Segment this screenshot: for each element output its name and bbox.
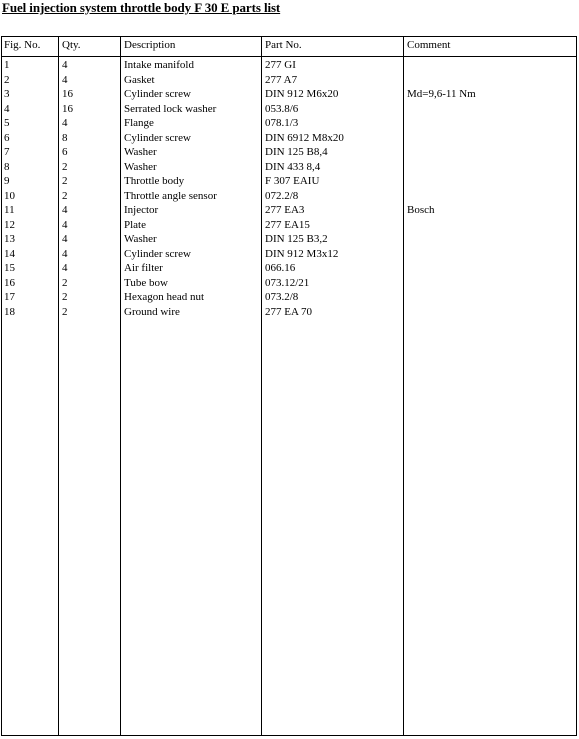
comment-cell: Bosch: [407, 204, 435, 216]
part-no-cell: 277 EA 70: [265, 305, 313, 318]
table-row: [2, 276, 576, 291]
qty-cell: 2: [62, 189, 68, 202]
description-cell: Gasket: [124, 73, 155, 86]
fig-no-cell: 7: [4, 146, 10, 158]
table-body: [2, 58, 576, 319]
table-row: [2, 290, 576, 305]
fig-no-cell: 16: [4, 276, 15, 289]
qty-cell: 8: [62, 131, 68, 144]
fig-no-cell: 2: [4, 73, 10, 86]
fig-no-cell: 10: [4, 189, 15, 202]
fig-no-cell: 4: [4, 102, 10, 115]
description-cell: Washer: [124, 160, 157, 173]
description-cell: Serrated lock washer: [124, 102, 217, 115]
description-cell: Plate: [124, 218, 146, 231]
table-row: [2, 174, 576, 189]
description-cell: Cylinder screw: [124, 247, 191, 260]
header-fig-no: Fig. No.: [4, 39, 41, 51]
table-row: [2, 102, 576, 117]
table-row: [2, 145, 576, 160]
header-divider: [2, 56, 576, 57]
fig-no-cell: 18: [4, 305, 15, 318]
part-no-cell: DIN 912 M3x12: [265, 247, 339, 260]
qty-cell: 16: [62, 88, 73, 100]
qty-cell: 4: [62, 218, 68, 231]
header-part-no: Part No.: [265, 39, 302, 51]
part-no-cell: 053.8/6: [265, 102, 299, 115]
table-row: [2, 232, 576, 247]
fig-no-cell: 6: [4, 131, 10, 144]
qty-cell: 4: [62, 73, 68, 86]
table-row: [2, 131, 576, 146]
qty-cell: 2: [62, 291, 68, 303]
table-row: [2, 203, 576, 218]
part-no-cell: 073.12/21: [265, 276, 310, 289]
qty-cell: 2: [62, 160, 68, 173]
part-no-cell: DIN 433 8,4: [265, 160, 321, 173]
description-cell: Washer: [124, 146, 157, 158]
part-no-cell: 072.2/8: [265, 189, 299, 202]
part-no-cell: 066.16: [265, 262, 296, 274]
description-cell: Intake manifold: [124, 59, 194, 71]
qty-cell: 4: [62, 204, 68, 216]
part-no-cell: DIN 6912 M8x20: [265, 131, 344, 144]
fig-no-cell: 11: [4, 204, 15, 216]
table-row: [2, 218, 576, 233]
parts-table: [1, 36, 577, 736]
part-no-cell: DIN 125 B3,2: [265, 233, 328, 245]
document-title: Fuel injection system throttle body F 30 E parts list: [2, 0, 281, 15]
fig-no-cell: 5: [4, 117, 10, 129]
fig-no-cell: 8: [4, 160, 10, 173]
table-row: [2, 189, 576, 204]
table-row: [2, 87, 576, 102]
fig-no-cell: 14: [4, 247, 15, 260]
table-row: [2, 305, 576, 320]
part-no-cell: 277 EA15: [265, 218, 310, 231]
qty-cell: 4: [62, 262, 68, 274]
table-row: [2, 160, 576, 175]
description-cell: Air filter: [124, 262, 163, 274]
qty-cell: 4: [62, 59, 68, 71]
table-row: [2, 58, 576, 73]
table-row: [2, 247, 576, 262]
fig-no-cell: 3: [4, 88, 10, 100]
header-qty: Qty.: [62, 39, 81, 51]
fig-no-cell: 1: [4, 59, 10, 71]
qty-cell: 4: [62, 117, 68, 129]
fig-no-cell: 9: [4, 175, 10, 187]
header-description: Description: [124, 39, 176, 51]
description-cell: Throttle angle sensor: [124, 189, 217, 202]
table-row: [2, 261, 576, 276]
comment-cell: Md=9,6-11 Nm: [407, 88, 476, 100]
description-cell: Throttle body: [124, 175, 185, 187]
qty-cell: 2: [62, 276, 68, 289]
part-no-cell: 277 GI: [265, 59, 296, 71]
description-cell: Cylinder screw: [124, 131, 191, 144]
part-no-cell: 277 A7: [265, 73, 298, 86]
description-cell: Hexagon head nut: [124, 291, 205, 303]
description-cell: Injector: [124, 204, 159, 216]
description-cell: Tube bow: [124, 276, 168, 289]
fig-no-cell: 15: [4, 262, 15, 274]
qty-cell: 6: [62, 146, 68, 158]
description-cell: Flange: [124, 117, 154, 129]
qty-cell: 4: [62, 233, 68, 245]
header-comment: Comment: [407, 39, 451, 51]
table-row: [2, 73, 576, 88]
qty-cell: 2: [62, 175, 68, 187]
part-no-cell: F 307 EAIU: [265, 175, 320, 187]
table-row: [2, 116, 576, 131]
fig-no-cell: 12: [4, 218, 15, 231]
part-no-cell: 073.2/8: [265, 291, 299, 303]
part-no-cell: 277 EA3: [265, 204, 305, 216]
part-no-cell: 078.1/3: [265, 117, 299, 129]
qty-cell: 16: [62, 102, 73, 115]
qty-cell: 2: [62, 305, 68, 318]
description-cell: Cylinder screw: [124, 88, 191, 100]
qty-cell: 4: [62, 247, 68, 260]
description-cell: Washer: [124, 233, 157, 245]
description-cell: Ground wire: [124, 305, 180, 318]
fig-no-cell: 13: [4, 233, 15, 245]
part-no-cell: DIN 912 M6x20: [265, 88, 339, 100]
fig-no-cell: 17: [4, 291, 15, 303]
part-no-cell: DIN 125 B8,4: [265, 146, 328, 158]
